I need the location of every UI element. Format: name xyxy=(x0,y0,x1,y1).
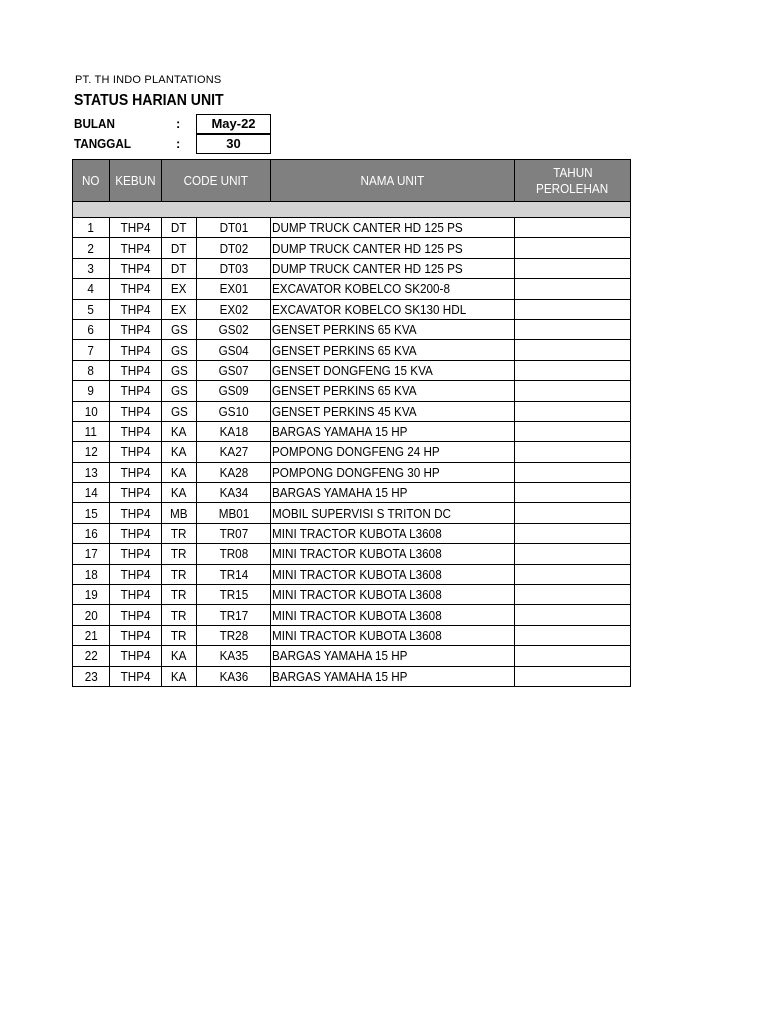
cell-no[interactable]: 14 xyxy=(73,483,110,503)
table-row xyxy=(73,503,631,523)
cell-nama-unit[interactable]: MOBIL SUPERVISI S TRITON DC xyxy=(271,503,515,523)
table-row xyxy=(73,218,631,238)
tanggal-colon: : xyxy=(176,136,181,151)
cell-nama-unit[interactable]: GENSET PERKINS 65 KVA xyxy=(271,381,515,401)
cell-kebun[interactable]: THP4 xyxy=(110,544,162,564)
cell-code-unit[interactable]: KA18 xyxy=(197,421,271,441)
cell-nama-unit[interactable]: MINI TRACTOR KUBOTA L3608 xyxy=(271,523,515,543)
cell-unit-type[interactable]: KA xyxy=(162,442,197,462)
cell-kebun[interactable]: THP4 xyxy=(110,462,162,482)
table-row xyxy=(73,360,631,380)
bulan-colon: : xyxy=(176,116,181,131)
cell-kebun[interactable]: THP4 xyxy=(110,299,162,319)
cell-code-unit[interactable]: KA36 xyxy=(197,666,271,686)
cell-nama-unit[interactable]: BARGAS YAMAHA 15 HP xyxy=(271,646,515,666)
cell-no[interactable]: 5 xyxy=(73,299,110,319)
cell-no[interactable]: 17 xyxy=(73,544,110,564)
cell-nama-unit[interactable]: MINI TRACTOR KUBOTA L3608 xyxy=(271,605,515,625)
cell-no[interactable]: 12 xyxy=(73,442,110,462)
cell-unit-type[interactable]: EX xyxy=(162,299,197,319)
cell-no[interactable]: 23 xyxy=(73,666,110,686)
cell-nama-unit[interactable]: GENSET PERKINS 65 KVA xyxy=(271,319,515,339)
cell-no[interactable]: 19 xyxy=(73,585,110,605)
cell-no[interactable]: 4 xyxy=(73,279,110,299)
cell-no[interactable]: 7 xyxy=(73,340,110,360)
cell-kebun[interactable]: THP4 xyxy=(110,585,162,605)
cell-code-unit[interactable]: GS10 xyxy=(197,401,271,421)
cell-tahun-perolehan[interactable] xyxy=(515,585,631,605)
table-row xyxy=(73,401,631,421)
cell-no[interactable]: 2 xyxy=(73,238,110,258)
cell-tahun-perolehan[interactable] xyxy=(515,381,631,401)
table-row xyxy=(73,279,631,299)
cell-kebun[interactable]: THP4 xyxy=(110,483,162,503)
table-row xyxy=(73,605,631,625)
cell-nama-unit[interactable]: POMPONG DONGFENG 24 HP xyxy=(271,442,515,462)
cell-kebun[interactable]: THP4 xyxy=(110,646,162,666)
cell-tahun-perolehan[interactable] xyxy=(515,483,631,503)
cell-unit-type[interactable]: TR xyxy=(162,564,197,584)
table-row xyxy=(73,442,631,462)
cell-kebun[interactable]: THP4 xyxy=(110,319,162,339)
cell-tahun-perolehan[interactable] xyxy=(515,299,631,319)
cell-tahun-perolehan[interactable] xyxy=(515,340,631,360)
cell-code-unit[interactable]: TR15 xyxy=(197,585,271,605)
cell-unit-type[interactable]: GS xyxy=(162,381,197,401)
table-row xyxy=(73,585,631,605)
cell-unit-type[interactable]: GS xyxy=(162,340,197,360)
table-row xyxy=(73,646,631,666)
table-row xyxy=(73,299,631,319)
cell-nama-unit[interactable]: BARGAS YAMAHA 15 HP xyxy=(271,483,515,503)
table-row xyxy=(73,523,631,543)
column-header-tahun-perolehan: TAHUN PEROLEHAN xyxy=(515,160,631,202)
cell-no[interactable]: 9 xyxy=(73,381,110,401)
cell-no[interactable]: 16 xyxy=(73,523,110,543)
cell-no[interactable]: 8 xyxy=(73,360,110,380)
table-row xyxy=(73,258,631,278)
cell-unit-type[interactable]: GS xyxy=(162,401,197,421)
cell-unit-type[interactable]: KA xyxy=(162,462,197,482)
cell-kebun[interactable]: THP4 xyxy=(110,625,162,645)
cell-no[interactable]: 22 xyxy=(73,646,110,666)
column-header-no: NO xyxy=(73,160,110,202)
cell-kebun[interactable]: THP4 xyxy=(110,666,162,686)
cell-nama-unit[interactable]: GENSET DONGFENG 15 KVA xyxy=(271,360,515,380)
table-row xyxy=(73,625,631,645)
cell-tahun-perolehan[interactable] xyxy=(515,564,631,584)
cell-nama-unit[interactable]: MINI TRACTOR KUBOTA L3608 xyxy=(271,564,515,584)
cell-tahun-perolehan[interactable] xyxy=(515,401,631,421)
table-row xyxy=(73,462,631,482)
cell-tahun-perolehan[interactable] xyxy=(515,421,631,441)
cell-no[interactable]: 11 xyxy=(73,421,110,441)
cell-code-unit[interactable]: KA28 xyxy=(197,462,271,482)
cell-tahun-perolehan[interactable] xyxy=(515,218,631,238)
cell-code-unit[interactable]: TR08 xyxy=(197,544,271,564)
cell-code-unit[interactable]: TR14 xyxy=(197,564,271,584)
table-row xyxy=(73,340,631,360)
cell-nama-unit[interactable]: EXCAVATOR KOBELCO SK200-8 xyxy=(271,279,515,299)
table-row xyxy=(73,666,631,686)
cell-code-unit[interactable]: DT02 xyxy=(197,238,271,258)
cell-kebun[interactable]: THP4 xyxy=(110,340,162,360)
cell-unit-type[interactable]: KA xyxy=(162,666,197,686)
table-row xyxy=(73,421,631,441)
cell-unit-type[interactable]: KA xyxy=(162,421,197,441)
cell-unit-type[interactable]: TR xyxy=(162,585,197,605)
cell-tahun-perolehan[interactable] xyxy=(515,544,631,564)
cell-no[interactable]: 21 xyxy=(73,625,110,645)
cell-no[interactable]: 13 xyxy=(73,462,110,482)
cell-tahun-perolehan[interactable] xyxy=(515,462,631,482)
cell-unit-type[interactable]: TR xyxy=(162,523,197,543)
cell-tahun-perolehan[interactable] xyxy=(515,279,631,299)
cell-kebun[interactable]: THP4 xyxy=(110,564,162,584)
cell-tahun-perolehan[interactable] xyxy=(515,319,631,339)
cell-kebun[interactable]: THP4 xyxy=(110,381,162,401)
cell-tahun-perolehan[interactable] xyxy=(515,360,631,380)
cell-kebun[interactable]: THP4 xyxy=(110,401,162,421)
cell-nama-unit[interactable]: DUMP TRUCK CANTER HD 125 PS xyxy=(271,218,515,238)
cell-tahun-perolehan[interactable] xyxy=(515,646,631,666)
cell-no[interactable]: 18 xyxy=(73,564,110,584)
cell-code-unit[interactable]: KA34 xyxy=(197,483,271,503)
cell-no[interactable]: 3 xyxy=(73,258,110,278)
cell-nama-unit[interactable]: DUMP TRUCK CANTER HD 125 PS xyxy=(271,238,515,258)
column-header-code-unit: CODE UNIT xyxy=(162,160,271,202)
cell-code-unit[interactable]: DT01 xyxy=(197,218,271,238)
cell-unit-type[interactable]: KA xyxy=(162,646,197,666)
cell-nama-unit[interactable]: BARGAS YAMAHA 15 HP xyxy=(271,421,515,441)
cell-unit-type[interactable]: TR xyxy=(162,605,197,625)
bulan-value-cell[interactable]: May-22 xyxy=(196,114,271,134)
cell-unit-type[interactable]: DT xyxy=(162,218,197,238)
cell-nama-unit[interactable]: POMPONG DONGFENG 30 HP xyxy=(271,462,515,482)
cell-kebun[interactable]: THP4 xyxy=(110,258,162,278)
cell-code-unit[interactable]: GS02 xyxy=(197,319,271,339)
cell-unit-type[interactable]: KA xyxy=(162,483,197,503)
tanggal-value-cell[interactable]: 30 xyxy=(196,134,271,154)
cell-kebun[interactable]: THP4 xyxy=(110,605,162,625)
cell-unit-type[interactable]: TR xyxy=(162,625,197,645)
cell-kebun[interactable]: THP4 xyxy=(110,523,162,543)
cell-kebun[interactable]: THP4 xyxy=(110,279,162,299)
table-row xyxy=(73,319,631,339)
cell-unit-type[interactable]: GS xyxy=(162,319,197,339)
cell-kebun[interactable]: THP4 xyxy=(110,218,162,238)
cell-nama-unit[interactable]: MINI TRACTOR KUBOTA L3608 xyxy=(271,625,515,645)
cell-tahun-perolehan[interactable] xyxy=(515,605,631,625)
cell-nama-unit[interactable]: DUMP TRUCK CANTER HD 125 PS xyxy=(271,258,515,278)
cell-unit-type[interactable]: MB xyxy=(162,503,197,523)
cell-unit-type[interactable]: DT xyxy=(162,258,197,278)
cell-tahun-perolehan[interactable] xyxy=(515,666,631,686)
cell-no[interactable]: 20 xyxy=(73,605,110,625)
bulan-label: BULAN xyxy=(74,116,115,131)
cell-nama-unit[interactable]: GENSET PERKINS 65 KVA xyxy=(271,340,515,360)
cell-tahun-perolehan[interactable] xyxy=(515,442,631,462)
cell-kebun[interactable]: THP4 xyxy=(110,360,162,380)
cell-tahun-perolehan[interactable] xyxy=(515,258,631,278)
cell-tahun-perolehan[interactable] xyxy=(515,503,631,523)
cell-kebun[interactable]: THP4 xyxy=(110,421,162,441)
cell-no[interactable]: 10 xyxy=(73,401,110,421)
table-row xyxy=(73,238,631,258)
cell-code-unit[interactable]: TR07 xyxy=(197,523,271,543)
cell-no[interactable]: 1 xyxy=(73,218,110,238)
cell-tahun-perolehan[interactable] xyxy=(515,625,631,645)
cell-nama-unit[interactable]: EXCAVATOR KOBELCO SK130 HDL xyxy=(271,299,515,319)
table-row xyxy=(73,544,631,564)
cell-kebun[interactable]: THP4 xyxy=(110,503,162,523)
cell-unit-type[interactable]: TR xyxy=(162,544,197,564)
table-header-row xyxy=(73,160,631,202)
table-row xyxy=(73,381,631,401)
tanggal-label: TANGGAL xyxy=(74,136,131,151)
cell-code-unit[interactable]: EX01 xyxy=(197,279,271,299)
cell-kebun[interactable]: THP4 xyxy=(110,238,162,258)
cell-code-unit[interactable]: GS07 xyxy=(197,360,271,380)
cell-code-unit[interactable]: EX02 xyxy=(197,299,271,319)
cell-code-unit[interactable]: TR17 xyxy=(197,605,271,625)
cell-code-unit[interactable]: KA35 xyxy=(197,646,271,666)
cell-code-unit[interactable]: KA27 xyxy=(197,442,271,462)
cell-code-unit[interactable]: TR28 xyxy=(197,625,271,645)
cell-code-unit[interactable]: MB01 xyxy=(197,503,271,523)
cell-code-unit[interactable]: GS04 xyxy=(197,340,271,360)
cell-nama-unit[interactable]: GENSET PERKINS 45 KVA xyxy=(271,401,515,421)
cell-no[interactable]: 15 xyxy=(73,503,110,523)
column-header-nama-unit: NAMA UNIT xyxy=(271,160,515,202)
cell-unit-type[interactable]: DT xyxy=(162,238,197,258)
cell-tahun-perolehan[interactable] xyxy=(515,523,631,543)
cell-tahun-perolehan[interactable] xyxy=(515,238,631,258)
column-header-kebun: KEBUN xyxy=(110,160,162,202)
page-title: STATUS HARIAN UNIT xyxy=(74,92,224,109)
cell-kebun[interactable]: THP4 xyxy=(110,442,162,462)
cell-code-unit[interactable]: GS09 xyxy=(197,381,271,401)
cell-nama-unit[interactable]: BARGAS YAMAHA 15 HP xyxy=(271,666,515,686)
table-row xyxy=(73,564,631,584)
unit-status-table xyxy=(72,159,631,687)
cell-unit-type[interactable]: GS xyxy=(162,360,197,380)
table-row xyxy=(73,483,631,503)
cell-no[interactable]: 6 xyxy=(73,319,110,339)
cell-nama-unit[interactable]: MINI TRACTOR KUBOTA L3608 xyxy=(271,544,515,564)
table-spacer-row xyxy=(73,202,631,218)
cell-code-unit[interactable]: DT03 xyxy=(197,258,271,278)
cell-unit-type[interactable]: EX xyxy=(162,279,197,299)
company-name: PT. TH INDO PLANTATIONS xyxy=(75,74,222,86)
cell-nama-unit[interactable]: MINI TRACTOR KUBOTA L3608 xyxy=(271,585,515,605)
